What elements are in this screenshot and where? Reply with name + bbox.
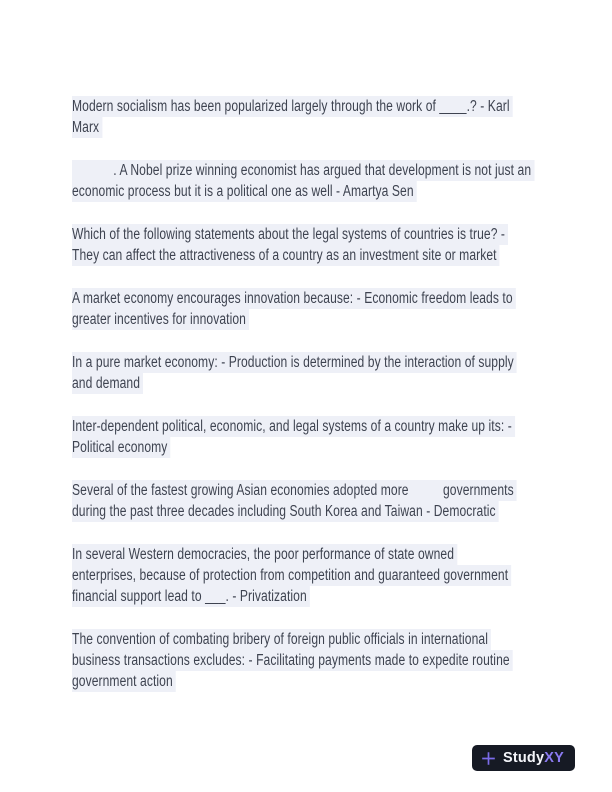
highlighted-text: business transactions excludes: - Facilitating payments made to expedite routine <box>72 650 513 671</box>
highlighted-text: greater incentives for innovation <box>72 309 249 330</box>
highlighted-text: Several of the fastest growing Asian economies adopted more governments <box>72 480 517 501</box>
text-line <box>72 181 548 202</box>
qa-item <box>72 224 548 266</box>
qa-item <box>72 288 548 330</box>
highlighted-text: Modern socialism has been popularized largely through the work of ____.? - Karl <box>72 96 513 117</box>
text-line <box>72 373 548 394</box>
text-line <box>72 288 548 309</box>
text-line <box>72 416 548 437</box>
highlighted-text: In a pure market economy: - Production is determined by the interaction of supply <box>72 352 517 373</box>
qa-list <box>72 96 548 714</box>
qa-item <box>72 160 548 202</box>
text-line <box>72 224 548 245</box>
text-line <box>72 586 548 607</box>
qa-item <box>72 352 548 394</box>
qa-item <box>72 416 548 458</box>
text-line <box>72 480 548 501</box>
highlighted-text: government action <box>72 671 176 692</box>
text-line <box>72 629 548 650</box>
text-line <box>72 96 548 117</box>
plus-icon <box>481 751 496 766</box>
highlighted-text: . A Nobel prize winning economist has argued that development is not just an <box>72 160 534 181</box>
brand-study-label: Study <box>502 750 545 766</box>
brand-xy-label: XY <box>544 750 564 766</box>
qa-item <box>72 629 548 692</box>
highlighted-text: The convention of combating bribery of foreign public officials in international <box>72 629 491 650</box>
highlighted-text: during the past three decades including South Korea and Taiwan - Democratic <box>72 501 499 522</box>
highlighted-text: Political economy <box>72 437 171 458</box>
brand-wordmark <box>503 750 564 766</box>
text-line <box>72 160 548 181</box>
text-line <box>72 650 548 671</box>
highlighted-text: Which of the following statements about the legal systems of countries is true? - <box>72 224 508 245</box>
qa-item <box>72 480 548 522</box>
highlighted-text: and demand <box>72 373 143 394</box>
text-line <box>72 437 548 458</box>
highlighted-text: economic process but it is a political one as well - Amartya Sen <box>72 181 417 202</box>
highlighted-text: enterprises, because of protection from competition and guaranteed government <box>72 565 511 586</box>
text-line <box>72 671 548 692</box>
text-line <box>72 501 548 522</box>
highlighted-text: financial support lead to ___. - Privatization <box>72 586 310 607</box>
text-line <box>72 309 548 330</box>
qa-item <box>72 96 548 138</box>
qa-item <box>72 544 548 607</box>
highlighted-text: A market economy encourages innovation because: - Economic freedom leads to <box>72 288 516 309</box>
text-line <box>72 352 548 373</box>
highlighted-text: Marx <box>72 117 102 138</box>
text-line <box>72 117 548 138</box>
studyxy-brand-badge[interactable] <box>472 745 575 771</box>
text-line <box>72 544 548 565</box>
highlighted-text: Inter-dependent political, economic, and legal systems of a country make up its: - <box>72 416 515 437</box>
text-line <box>72 245 548 266</box>
text-line <box>72 565 548 586</box>
highlighted-text: They can affect the attractiveness of a country as an investment site or market <box>72 245 500 266</box>
highlighted-text: In several Western democracies, the poor performance of state owned <box>72 544 457 565</box>
